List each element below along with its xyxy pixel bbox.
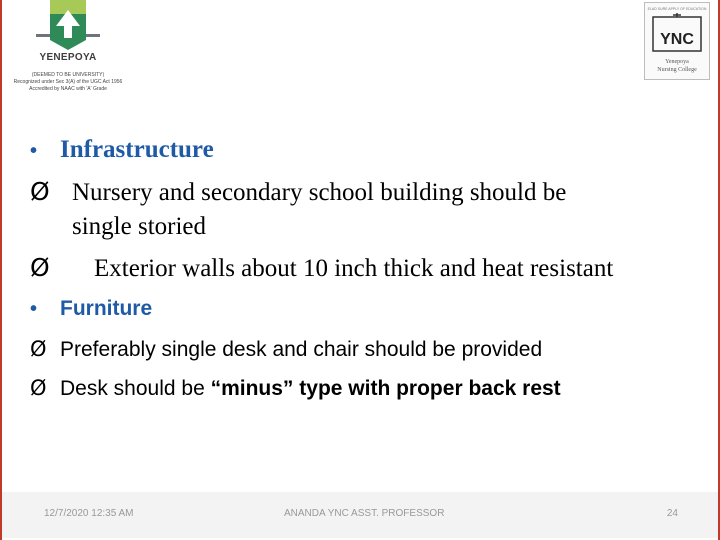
bullet-item-desk-chair (30, 337, 542, 362)
slide-footer (2, 492, 718, 538)
university-recognition: Recognized under Sec 3(A) of the UGC Act 1956 (13, 79, 123, 85)
ync-caption-2: Nursing College (657, 67, 697, 73)
university-name: YENEPOYA (39, 52, 97, 63)
university-accreditation: Accredited by NAAC with 'A' Grade (29, 86, 107, 92)
bullet-dot-icon: • (30, 140, 38, 162)
item-text: Desk should be (60, 377, 211, 400)
arrow-bullet-icon: Ø (30, 376, 47, 400)
ync-mark-icon (651, 13, 703, 53)
item-text: Exterior walls about 10 inch thick and heat resistant (94, 255, 614, 282)
bullet-item-desk-type (30, 376, 561, 401)
footer-date: 12/7/2020 12:35 AM (44, 508, 134, 519)
footer-author: ANANDA YNC ASST. PROFESSOR (284, 508, 445, 519)
item-text-bold: “minus” type with proper back rest (210, 377, 561, 400)
bullet-dot-icon: • (30, 298, 38, 320)
ync-logo-top-text: ELAD SURE APPLY OF EDUCATION (647, 7, 707, 11)
arrow-bullet-icon: Ø (30, 253, 50, 282)
heading-text: Furniture (60, 297, 153, 320)
ync-caption-1: Yenepoya (665, 59, 689, 65)
ync-logo (644, 2, 710, 80)
bullet-heading-infrastructure (30, 136, 214, 164)
bullet-item-walls (30, 253, 613, 283)
item-text: Nursery and secondary school building should be (72, 179, 567, 206)
bullet-item-building-cont: single storied (72, 213, 207, 240)
arrow-bullet-icon: Ø (30, 177, 50, 206)
yenepoya-logo (8, 0, 128, 100)
item-text: Preferably single desk and chair should be provided (60, 338, 543, 361)
bullet-item-building (30, 177, 566, 207)
yenepoya-crest-icon (36, 0, 100, 50)
ync-mark-text: YNC (660, 31, 694, 48)
heading-text: Infrastructure (60, 136, 214, 163)
university-status: (DEEMED TO BE UNIVERSITY) (31, 72, 105, 78)
arrow-bullet-icon: Ø (30, 337, 47, 361)
bullet-heading-furniture (30, 297, 152, 321)
footer-page-number: 24 (666, 508, 678, 519)
